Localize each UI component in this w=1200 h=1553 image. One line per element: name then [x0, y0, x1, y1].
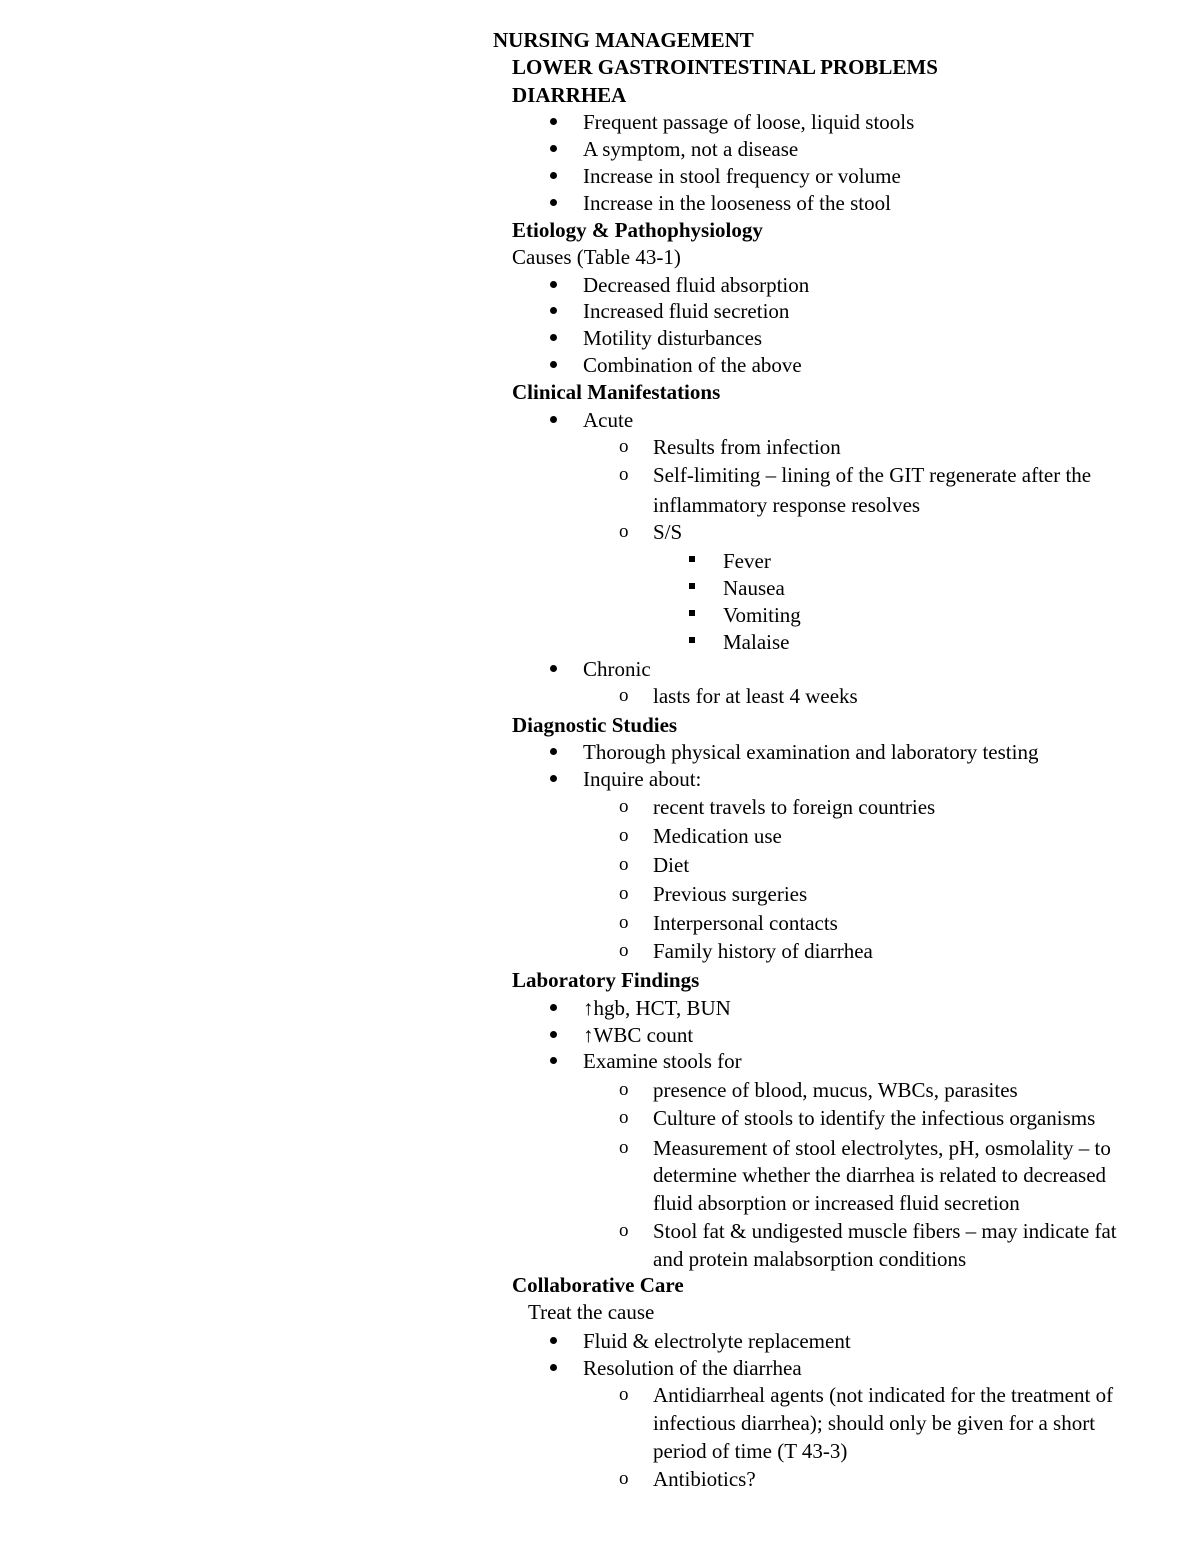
sub-item: Measurement of stool electrolytes, pH, osmolality – to [653, 1136, 1111, 1160]
doc-title: NURSING MANAGEMENT [493, 28, 754, 52]
list-item: Motility disturbances [583, 326, 763, 350]
list-item: ↑WBC count [583, 1023, 694, 1047]
list-item: Fluid & electrolyte replacement [583, 1329, 851, 1353]
sub-sub-item: Vomiting [723, 603, 801, 627]
sub-item: lasts for at least 4 weeks [653, 684, 858, 708]
list-item: Examine stools for [583, 1049, 742, 1073]
bullet-icon [550, 118, 557, 125]
section-heading-diagnostic: Diagnostic Studies [512, 713, 678, 737]
circle-bullet-icon: o [619, 912, 629, 933]
list-item: Increased fluid secretion [583, 299, 790, 323]
bullet-icon [550, 281, 557, 288]
sub-sub-item: Fever [723, 549, 771, 573]
circle-bullet-icon: o [619, 1468, 629, 1489]
circle-bullet-icon: o [619, 854, 629, 875]
circle-bullet-icon: o [619, 883, 629, 904]
circle-bullet-icon: o [619, 1220, 629, 1241]
bullet-icon [550, 361, 557, 368]
sub-item: Family history of diarrhea [653, 939, 873, 963]
circle-bullet-icon: o [619, 521, 629, 542]
sub-item: Diet [653, 853, 690, 877]
sub-item-continued: inflammatory response resolves [653, 493, 921, 517]
sub-item: S/S [653, 520, 683, 544]
circle-bullet-icon: o [619, 1137, 629, 1158]
list-item-acute: Acute [583, 408, 634, 432]
bullet-icon [550, 145, 557, 152]
section-heading-lab: Laboratory Findings [512, 968, 700, 992]
bullet-icon [550, 1004, 557, 1011]
sub-item: Medication use [653, 824, 782, 848]
square-bullet-icon [689, 610, 695, 616]
square-bullet-icon [689, 556, 695, 562]
sub-sub-item: Malaise [723, 630, 790, 654]
list-item: Decreased fluid absorption [583, 273, 810, 297]
sub-item-continued: infectious diarrhea); should only be given for a short [653, 1411, 1096, 1435]
list-item: ↑hgb, HCT, BUN [583, 996, 731, 1020]
circle-bullet-icon: o [619, 464, 629, 485]
bullet-icon [550, 334, 557, 341]
section-heading-collab: Collaborative Care [512, 1273, 684, 1297]
causes-label: Causes (Table 43-1) [512, 245, 681, 269]
list-item: Frequent passage of loose, liquid stools [583, 110, 915, 134]
list-item: Resolution of the diarrhea [583, 1356, 802, 1380]
sub-item: Stool fat & undigested muscle fibers – may indicate fat [653, 1219, 1117, 1243]
bullet-icon [550, 748, 557, 755]
sub-item-continued: determine whether the diarrhea is related to decreased [653, 1163, 1107, 1187]
sub-item: Results from infection [653, 435, 841, 459]
list-item: Increase in stool frequency or volume [583, 164, 901, 188]
circle-bullet-icon: o [619, 436, 629, 457]
square-bullet-icon [689, 583, 695, 589]
sub-item: recent travels to foreign countries [653, 795, 936, 819]
sub-item: Antidiarrheal agents (not indicated for the treatment of [653, 1383, 1114, 1407]
sub-item-continued: and protein malabsorption conditions [653, 1247, 967, 1271]
list-item: Inquire about: [583, 767, 702, 791]
bullet-icon [550, 1364, 557, 1371]
bullet-icon [550, 199, 557, 206]
treat-label: Treat the cause [528, 1300, 655, 1324]
circle-bullet-icon: o [619, 940, 629, 961]
bullet-icon [550, 172, 557, 179]
circle-bullet-icon: o [619, 1384, 629, 1405]
bullet-icon [550, 775, 557, 782]
bullet-icon [550, 1031, 557, 1038]
bullet-icon [550, 1057, 557, 1064]
sub-item: Previous surgeries [653, 882, 808, 906]
section-heading-clinical: Clinical Manifestations [512, 380, 721, 404]
list-item-chronic: Chronic [583, 657, 651, 681]
list-item: Thorough physical examination and laboratory testing [583, 740, 1039, 764]
sub-item: Self-limiting – lining of the GIT regenerate after the [653, 463, 1092, 487]
doc-subtitle: LOWER GASTROINTESTINAL PROBLEMS [512, 55, 938, 79]
circle-bullet-icon: o [619, 1107, 629, 1128]
sub-item: Culture of stools to identify the infectious organisms [653, 1106, 1096, 1130]
list-item: Combination of the above [583, 353, 802, 377]
sub-item: presence of blood, mucus, WBCs, parasites [653, 1078, 1018, 1102]
sub-sub-item: Nausea [723, 576, 785, 600]
circle-bullet-icon: o [619, 825, 629, 846]
list-item: A symptom, not a disease [583, 137, 799, 161]
circle-bullet-icon: o [619, 685, 629, 706]
circle-bullet-icon: o [619, 796, 629, 817]
bullet-icon [550, 307, 557, 314]
section-heading-etiology: Etiology & Pathophysiology [512, 218, 763, 242]
bullet-icon [550, 416, 557, 423]
sub-item-continued: period of time (T 43-3) [653, 1439, 848, 1463]
bullet-icon [550, 665, 557, 672]
bullet-icon [550, 1337, 557, 1344]
list-item: Increase in the looseness of the stool [583, 191, 891, 215]
square-bullet-icon [689, 637, 695, 643]
topic-heading: DIARRHEA [512, 83, 627, 107]
circle-bullet-icon: o [619, 1079, 629, 1100]
sub-item: Interpersonal contacts [653, 911, 838, 935]
sub-item: Antibiotics? [653, 1467, 756, 1491]
sub-item-continued: fluid absorption or increased fluid secretion [653, 1191, 1020, 1215]
